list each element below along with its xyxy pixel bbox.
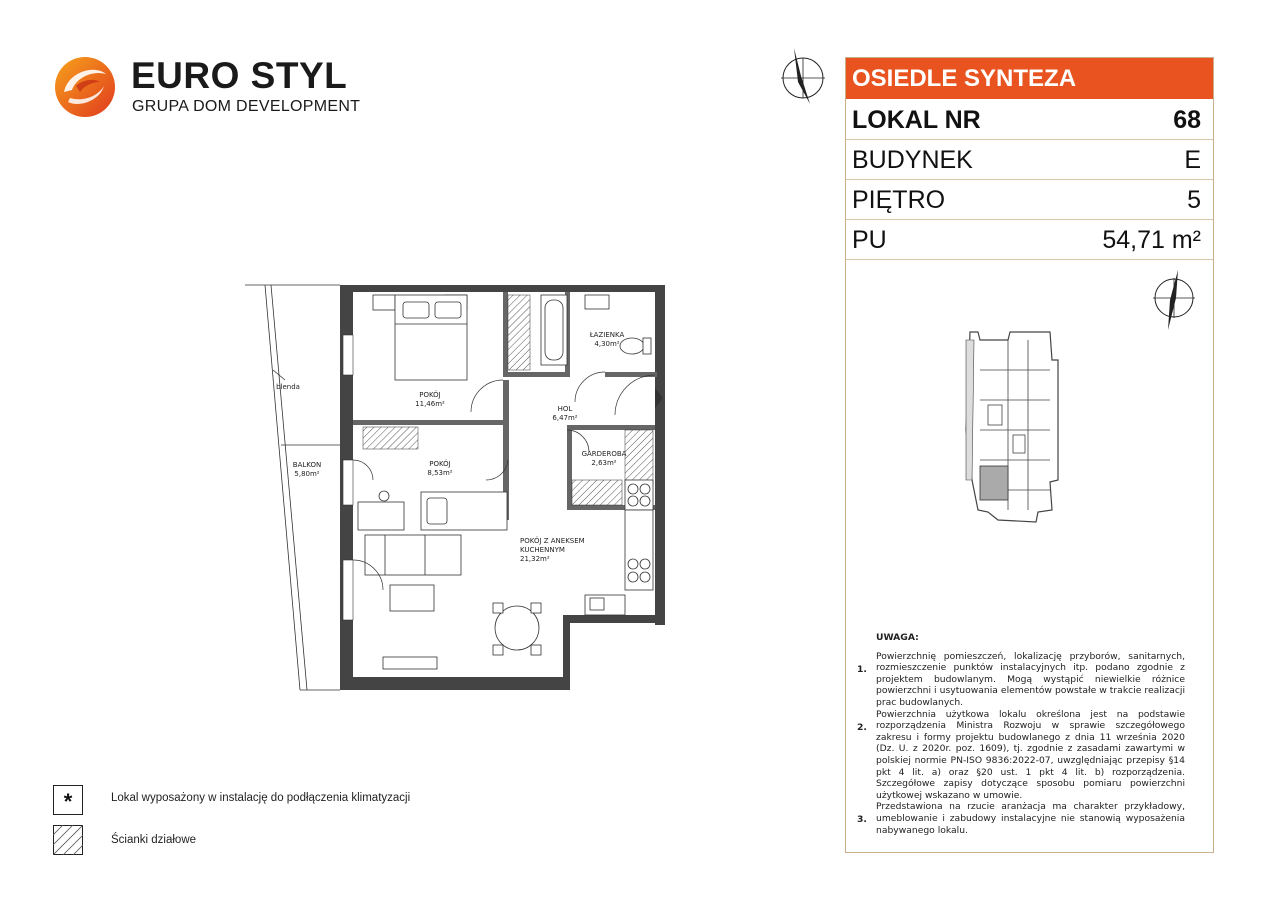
info-value: 5 — [1187, 186, 1201, 214]
keyplan-floor-image — [958, 330, 1060, 525]
info-row-area — [846, 220, 1213, 260]
room-label-bathroom: ŁAZIENKA 4,30m² — [589, 331, 625, 348]
info-label: LOKAL NR — [852, 106, 981, 134]
partition-walls-legend-icon — [53, 825, 83, 855]
notes-section — [857, 632, 1185, 836]
room-label-bedroom-2: POKÓJ 8,53m² — [427, 460, 453, 477]
info-row-floor — [846, 180, 1213, 220]
info-label: PU — [852, 226, 887, 254]
keyplan-compass-icon — [1148, 268, 1200, 332]
compass-north-icon — [776, 46, 830, 106]
room-label-bedroom-1: POKÓJ 11,46m² — [415, 391, 445, 408]
ac-legend-symbol: * — [53, 785, 83, 815]
notes-title: UWAGA: — [876, 632, 919, 643]
brand-logo-icon — [54, 56, 116, 118]
note-text: Przedstawiona na rzucie aranżacja ma charakter przykładowy, umeblowanie i zabudowy instalacyjne nie stanowią wyposażenia nabywanego lokalu. — [876, 801, 1185, 836]
info-row-unit — [846, 100, 1213, 140]
ac-legend-text: Lokal wyposażony w instalację do podłączenia klimatyzacji — [111, 792, 411, 804]
info-value: 68 — [1173, 106, 1201, 134]
walls-legend-text: Ścianki działowe — [111, 834, 197, 846]
room-label-wardrobe: GARDEROBA 2,63m² — [581, 450, 627, 467]
note-item — [857, 651, 1185, 709]
note-number: 1. — [857, 663, 867, 675]
info-value: E — [1184, 146, 1201, 174]
brand-name: EURO STYL — [131, 55, 348, 96]
note-item — [857, 709, 1185, 802]
brand-subtitle: GRUPA DOM DEVELOPMENT — [132, 98, 361, 115]
room-label-balcony: BALKON 5,80m² — [292, 461, 322, 478]
room-label-living-kitchen: POKÓJ Z ANEKSEM KUCHENNYM 21,32m² — [520, 537, 585, 563]
note-item — [857, 801, 1185, 836]
room-label-hall: HOL 6,47m² — [552, 405, 578, 422]
info-row-building — [846, 140, 1213, 180]
info-label: BUDYNEK — [852, 146, 973, 174]
note-number: 3. — [857, 814, 867, 826]
keyplan-highlight — [980, 466, 1008, 500]
note-number: 2. — [857, 721, 867, 733]
note-text: Powierzchnię pomieszczeń, lokalizację przyborów, sanitarnych, rozmieszczenie punktów instalacyjnych itp. podano zgodnie z projektem budowlanym. Mogą wystąpić niewielkie różnice powierzchni i usytuowania elementów powstałe w trakcie realizacji prac budowlanych. — [876, 650, 1185, 708]
note-text: Powierzchnia użytkowa lokalu określona jest na podstawie rozporządzenia Ministra Rozwoju w sprawie szczegółowego zakresu i formy projektu budowlanego z dnia 11 września 2020 (Dz. U. z 2020r. poz. 1609), tj. zgodnie z zasadami zawartymi w polskiej normie PN-ISO 9836:2022-07, uwzględniając przepisy §14 pkt 4 lit. a) oraz §20 ust. 1 pkt 4 lit. b) rozporządzenia. Szczegółowe zapisy dotyczące sposobu pomiaru powierzchni użytkowej wskazano w umowie. — [876, 708, 1185, 801]
project-name: OSIEDLE SYNTEZA — [846, 58, 1213, 99]
plan-label-blenda: blenda — [276, 383, 300, 391]
info-value: 54,71 m² — [1102, 226, 1201, 254]
info-label: PIĘTRO — [852, 186, 946, 214]
